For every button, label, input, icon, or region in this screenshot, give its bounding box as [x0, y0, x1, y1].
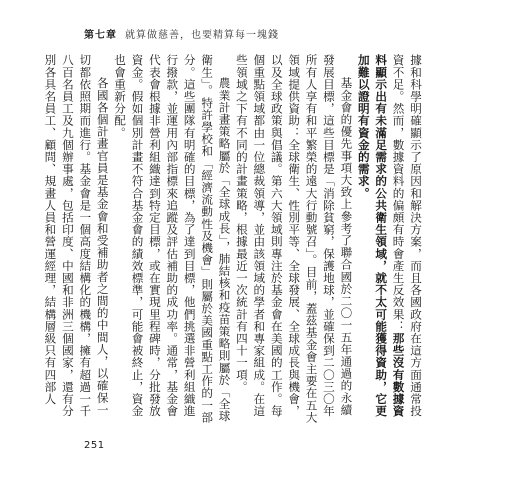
paragraph-text: 基金會的優先事項大致上參考了聯合國於二〇一五年通過的永續發展目標，這些目標是「消除貧窮，保護地球，並確保到二〇三〇年所有人享有和平繁榮的遠大行動號召」。目前，蓋茲基金會主要在五大領域提供資助：全球衛生、性別平等、全球發展、全球成長與機會，以及全球政策與倡議。第六大領域則專注於基金會在美國的工作。每個重點領域都由一位總裁領導，並由該領域的學者和專家組成。在這些領域之下有不同的計畫策略，根據最近一次統計有四十一項。 — [234, 54, 354, 424]
chapter-label: 第七章 — [84, 30, 117, 41]
paragraph — [111, 54, 233, 424]
body-text — [43, 54, 424, 424]
chapter-title: 就算做慈善，也要精算每一塊錢 — [125, 30, 279, 41]
paragraph — [41, 54, 111, 424]
paragraph-text: 各國各個計畫官員是基金會和受補助者之間的中間人，以確保一切都依照期而進行。基金會是一個高度結構化的機構，擁有超過一千八百名員工及九個辦事處，包括印度、中國和非洲三個國家，還有分別各具名員工、顧問、規畫人員和營運經理，結構層級只有四部人 — [43, 54, 110, 417]
running-header — [84, 26, 279, 41]
paragraph-text: 據和科學明確顯示了原因和解決方案，而且各國政府在這方面通常投資不足。然而，數據資料的偏頗有時會產生反效果： — [391, 54, 423, 417]
paragraph — [233, 54, 355, 424]
emphasized-text: 那些沒有數據資料顯示出有未滿足需求的公共衛生領域，就不太可能獲得資助，它更加難以證明有資金的需求。 — [356, 54, 406, 418]
page-number: 251 — [84, 440, 105, 451]
paragraph — [354, 54, 424, 424]
paragraph-text: 農業計畫策略屬於「全球成長」，肺結核和疫苗策略則屬於「全球衛生」。特許學校和「經濟流動性及機會」則屬於美國重點工作的一部分。這些團隊有明確的目標，為了達到目標，他們挑選非營利組織進行撥款，並運用內部指標來追蹤及評估補助的成功率。通常，基金會代表會根據非營利組織達到特定目標，或在實現里程碑時，分批發放資金。假如個別計畫不符合基金會的績效標準，可能會被終止，資金也會重新分配。 — [113, 54, 232, 424]
